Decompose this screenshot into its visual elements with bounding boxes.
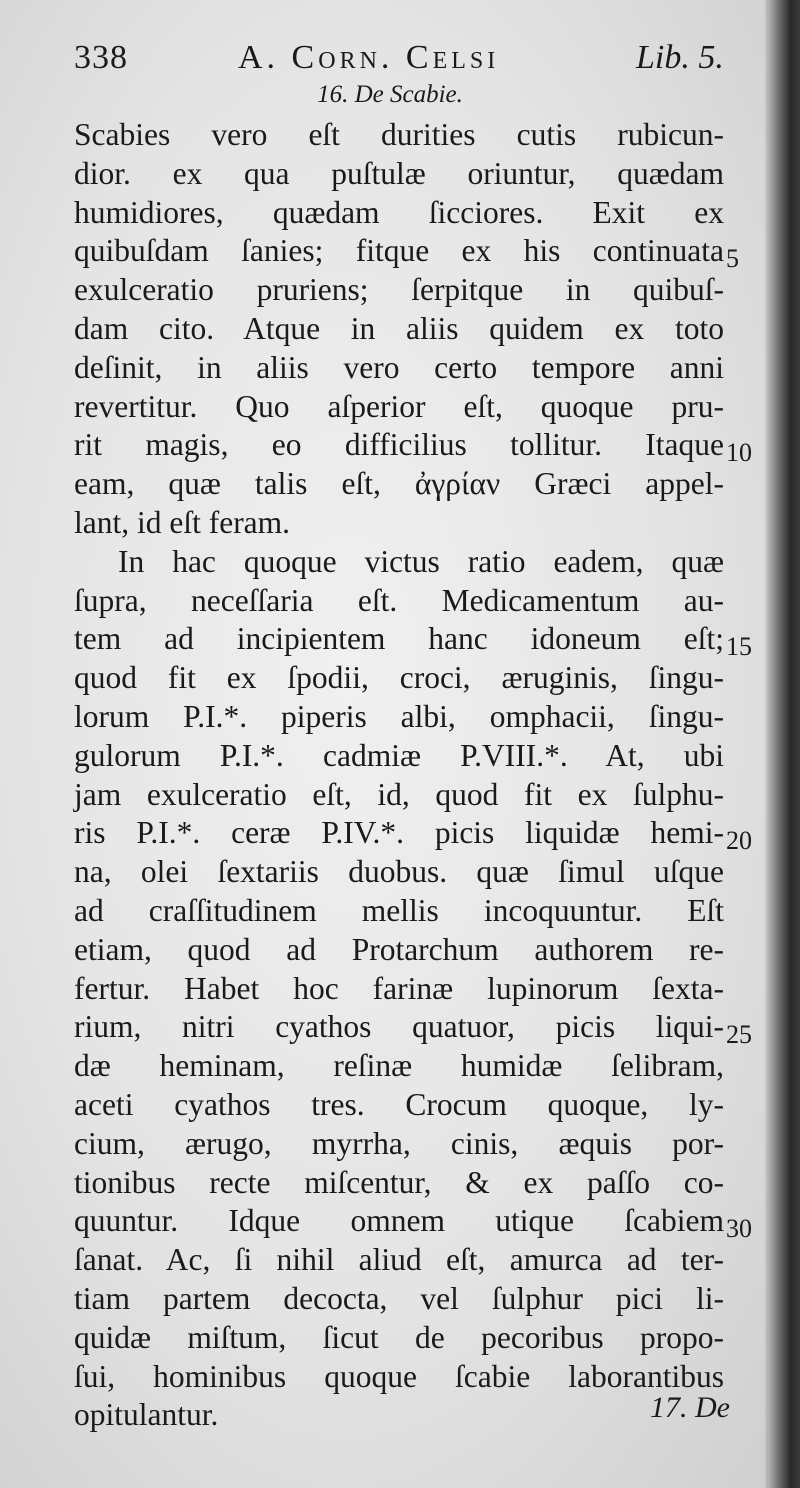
text-line: cium, ærugo, myrrha, cinis, æquis por- xyxy=(74,1125,724,1161)
text-line: opitulantur. xyxy=(74,1397,219,1433)
book-number: Lib. 5. xyxy=(636,39,724,76)
text-line: rium, nitri cyathos quatuor, picis liqui- xyxy=(74,1009,724,1045)
line-number-marker: 20 xyxy=(726,826,752,855)
text-line: ſanat. Ac, ſi nihil aliud eſt, amurca ad ter- xyxy=(74,1242,724,1278)
text-line: na, olei ſextariis duobus. quæ ſimul uſque xyxy=(74,854,724,890)
text-line: revertitur. Quo aſperior eſt, quoque pru- xyxy=(74,388,724,424)
text-line: ſui, hominibus quoque ſcabie laborantibus xyxy=(74,1358,724,1394)
line-number-marker: 30 xyxy=(726,1214,752,1243)
text-line: dæ heminam, reſinæ humidæ ſelibram, xyxy=(74,1048,724,1084)
book-gutter xyxy=(768,0,800,1488)
text-line: In hac quoque victus ratio eadem, quæ xyxy=(118,543,724,579)
text-line: lorum P.I.*. piperis albi, omphacii, ſingu- xyxy=(74,698,724,734)
text-line: ris P.I.*. ceræ P.IV.*. picis liquidæ hemi- xyxy=(74,815,724,851)
line-number-marker: 15 xyxy=(726,632,752,661)
text-line: lant, id eſt feram. xyxy=(74,504,291,540)
line-number-marker: 5 xyxy=(726,244,739,273)
text-line: quuntur. Idque omnem utique ſcabiem xyxy=(74,1203,724,1239)
text-line: ſupra, neceſſaria eſt. Medicamentum au- xyxy=(74,582,724,618)
text-line: quod fit ex ſpodii, croci, æruginis, ſingu- xyxy=(74,660,724,696)
text-line: exulceratio pruriens; ſerpitque in quibuſ- xyxy=(74,272,724,308)
text-line: eam, quæ talis eſt, ἀγρίαν Græci appel- xyxy=(74,466,724,502)
page-number: 338 xyxy=(74,39,128,76)
text-line: quibuſdam ſanies; fitque ex his continuata xyxy=(74,233,724,269)
text-line: quidæ miſtum, ſicut de pecoribus propo- xyxy=(74,1319,724,1355)
text-line: deſinit, in aliis vero certo tempore anni xyxy=(74,349,724,385)
text-line: jam exulceratio eſt, id, quod fit ex ſulphu- xyxy=(74,776,724,812)
text-line: aceti cyathos tres. Crocum quoque, ly- xyxy=(74,1086,724,1122)
text-line: ad craſſitudinem mellis incoquuntur. Eſt xyxy=(74,892,724,928)
line-number-marker: 10 xyxy=(726,438,752,467)
text-line: tionibus recte miſcentur, & ex paſſo co- xyxy=(74,1164,724,1200)
text-line: tem ad incipientem hanc idoneum eſt; xyxy=(74,621,724,657)
text-line: gulorum P.I.*. cadmiæ P.VIII.*. At, ubi xyxy=(74,737,724,773)
text-line: humidiores, quædam ſicciores. Exit ex xyxy=(74,194,724,230)
section-heading: 16. De Scabie. xyxy=(317,81,463,108)
catchword: 17. De xyxy=(650,1391,730,1424)
text-line: etiam, quod ad Protarchum authorem re- xyxy=(74,931,724,967)
text-line: fertur. Habet hoc farinæ lupinorum ſexta- xyxy=(74,970,724,1006)
text-line: dam cito. Atque in aliis quidem ex toto xyxy=(74,310,724,346)
running-title: A. Corn. Celsi xyxy=(238,39,500,76)
text-line: dior. ex qua puſtulæ oriuntur, quædam xyxy=(74,155,724,191)
text-line: Scabies vero eſt durities cutis rubicun- xyxy=(74,117,724,152)
body-text xyxy=(74,116,724,1435)
text-line: rit magis, eo difficilius tollitur. Itaque xyxy=(74,427,724,463)
line-number-marker: 25 xyxy=(726,1020,752,1049)
text-line: tiam partem decocta, vel ſulphur pici li- xyxy=(74,1280,724,1316)
